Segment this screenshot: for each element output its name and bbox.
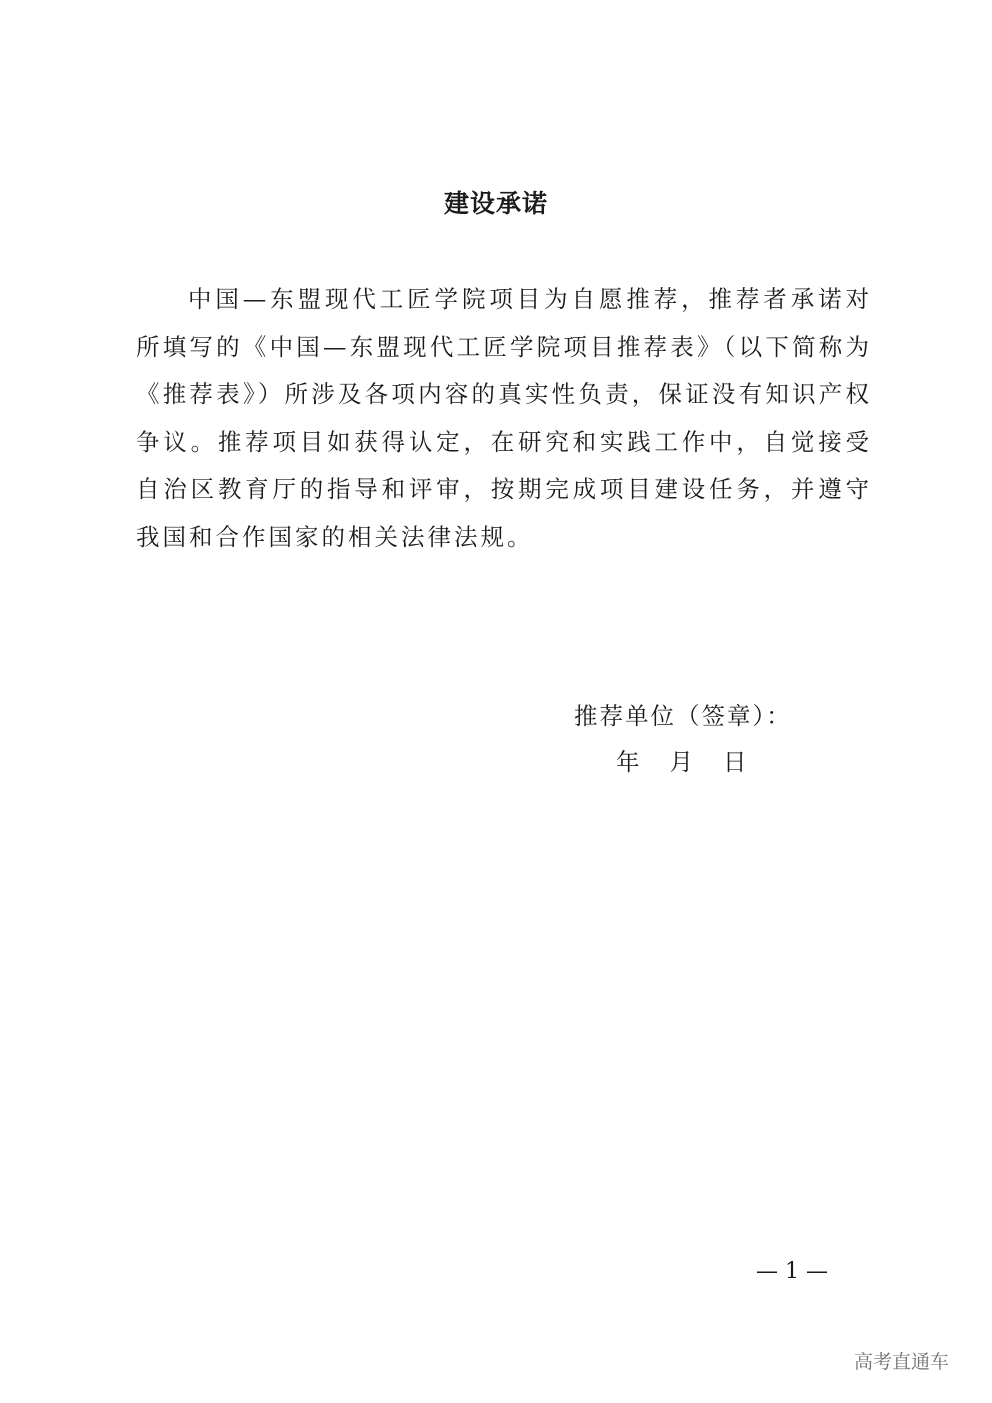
document-title: 建设承诺 xyxy=(443,189,548,218)
day-label: 日 xyxy=(723,748,747,776)
page-number: — 1 — xyxy=(756,1259,828,1284)
commitment-paragraph: 中国—东盟现代工匠学院项目为自愿推荐，推荐者承诺对所填写的《中国—东盟现代工匠学院项目推荐表》（以下简称为《推荐表》）所涉及各项内容的真实性负责，保证没有知识产权争议。推荐项目如获得认定，在研究和实践工作中，自觉接受自治区教育厅的指导和评审，按期完成项目建设任务，并遵守我国和合作国家的相关法律法规。 xyxy=(136,285,872,551)
recommending-unit-signature-label: 推荐单位（签章）： xyxy=(574,702,792,730)
watermark: 高考直通车 xyxy=(854,1351,950,1373)
signature-date xyxy=(616,744,747,780)
year-label: 年 xyxy=(616,748,640,776)
month-label: 月 xyxy=(669,748,693,776)
